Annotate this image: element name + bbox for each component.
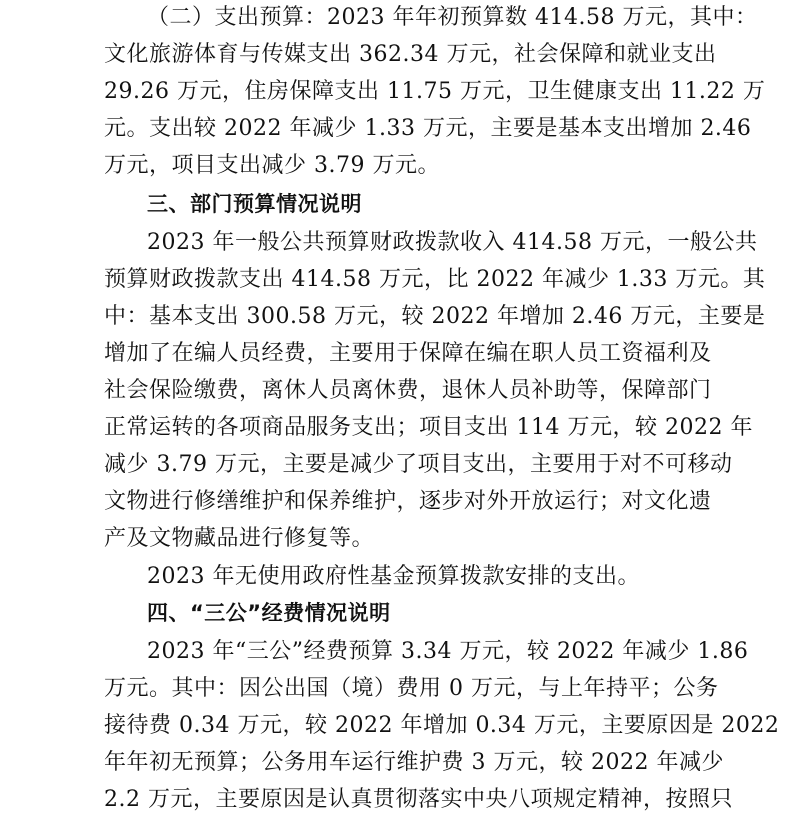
paragraph-department-budget-line-2: 预算财政拨款支出 414.58 万元，比 2022 年减少 1.33 万元。其 [104, 267, 766, 292]
paragraph-budget-expenditure-line-4: 元。支出较 2022 年减少 1.33 万元，主要是基本支出增加 2.46 [104, 116, 752, 141]
paragraph-department-budget-line-9: 产及文物藏品进行修复等。 [104, 526, 375, 551]
paragraph-budget-expenditure-line-2: 文化旅游体育与传媒支出 362.34 万元，社会保障和就业支出 [104, 42, 717, 67]
paragraph-budget-expenditure-line-5: 万元，项目支出减少 3.79 万元。 [104, 153, 440, 178]
paragraph-three-public-line-2: 万元。其中：因公出国（境）费用 0 万元，与上年持平；公务 [104, 676, 719, 701]
paragraph-budget-expenditure-line-3: 29.26 万元，住房保障支出 11.75 万元，卫生健康支出 11.22 万 [104, 79, 766, 104]
paragraph-department-budget-line-7: 减少 3.79 万元，主要是减少了项目支出，主要用于对不可移动 [104, 452, 733, 477]
paragraph-department-budget-line-1: 2023 年一般公共预算财政拨款收入 414.58 万元，一般公共 [147, 230, 758, 255]
paragraph-department-budget-line-4: 增加了在编人员经费，主要用于保障在编在职人员工资福利及 [104, 341, 712, 366]
paragraph-department-budget-line-8: 文物进行修缮维护和保养维护，逐步对外开放运行；对文化遗 [104, 489, 712, 514]
paragraph-department-budget-line-3: 中：基本支出 300.58 万元，较 2022 年增加 2.46 万元，主要是 [104, 304, 766, 329]
paragraph-three-public-line-5: 2.2 万元，主要原因是认真贯彻落实中央八项规定精神，按照只 [104, 787, 733, 812]
paragraph-government-fund: 2023 年无使用政府性基金预算拨款安排的支出。 [147, 564, 640, 589]
paragraph-budget-expenditure-line-1: （二）支出预算：2023 年年初预算数 414.58 万元，其中： [147, 5, 758, 30]
section-heading-three-public-expenses: 四、“三公”经费情况说明 [147, 601, 391, 625]
paragraph-three-public-line-3: 接待费 0.34 万元，较 2022 年增加 0.34 万元，主要原因是 2022 [104, 713, 780, 738]
section-heading-department-budget: 三、部门预算情况说明 [147, 192, 362, 216]
paragraph-three-public-line-1: 2023 年“三公”经费预算 3.34 万元，较 2022 年减少 1.86 [147, 639, 749, 664]
paragraph-department-budget-line-5: 社会保险缴费，离休人员离休费，退休人员补助等，保障部门 [104, 378, 712, 403]
paragraph-department-budget-line-6: 正常运转的各项商品服务支出；项目支出 114 万元，较 2022 年 [104, 415, 753, 440]
paragraph-three-public-line-4: 年年初无预算；公务用车运行维护费 3 万元，较 2022 年减少 [104, 750, 724, 775]
